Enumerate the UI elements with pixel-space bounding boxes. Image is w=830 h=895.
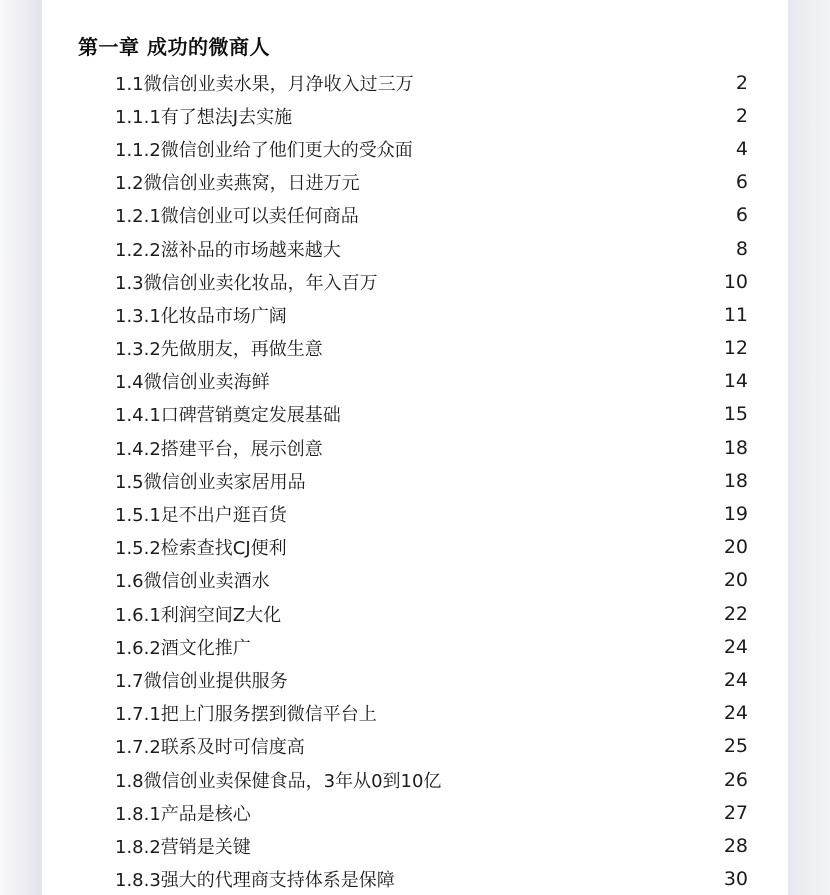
toc-entry-page: 18	[723, 436, 748, 459]
toc-entry-page: 26	[723, 768, 748, 791]
toc-entry-title: 1.4.1口碑营销奠定发展基础	[115, 405, 341, 427]
toc-entry[interactable]	[42, 763, 788, 796]
toc-entry-title: 1.5.1足不出户逛百货	[115, 505, 287, 527]
toc-entry-page: 24	[723, 702, 748, 725]
toc-entry-title: 1.5.2检索查找CJ便利	[115, 538, 287, 560]
toc-entry[interactable]	[42, 166, 788, 199]
toc-entry-title: 1.6微信创业卖酒水	[115, 571, 270, 593]
toc-entry-title: 1.7.2联系及时可信度高	[115, 737, 305, 759]
toc-entry-page: 30	[723, 868, 748, 891]
chapter-title: 第一章 成功的微商人	[78, 35, 270, 59]
toc-entry[interactable]	[42, 730, 788, 763]
toc-entry-title: 1.2微信创业卖燕窝，日进万元	[115, 173, 360, 195]
toc-entry[interactable]	[42, 298, 788, 331]
toc-entry-title: 1.1.2微信创业给了他们更大的受众面	[115, 139, 413, 161]
toc-entry[interactable]	[42, 829, 788, 862]
toc-entry-title: 1.5微信创业卖家居用品	[115, 471, 306, 493]
toc-entry-title: 1.6.1利润空间Z大化	[115, 604, 282, 626]
toc-list	[42, 66, 788, 895]
toc-entry-page: 12	[723, 337, 748, 360]
toc-entry-page: 24	[723, 668, 748, 691]
toc-entry-title: 1.7.1把上门服务摆到微信平台上	[115, 704, 377, 726]
toc-entry[interactable]	[42, 398, 788, 431]
toc-entry-title: 1.7微信创业提供服务	[115, 670, 288, 692]
toc-entry[interactable]	[42, 332, 788, 365]
toc-entry-title: 1.6.2酒文化推广	[115, 637, 251, 659]
toc-entry-page: 6	[735, 171, 748, 194]
toc-entry-page: 8	[735, 237, 748, 260]
toc-entry[interactable]	[42, 796, 788, 829]
toc-entry[interactable]	[42, 99, 788, 132]
toc-entry[interactable]	[42, 232, 788, 265]
toc-entry-page: 24	[723, 635, 748, 658]
toc-entry-page: 20	[723, 536, 748, 559]
toc-entry-page: 6	[735, 204, 748, 227]
toc-entry[interactable]	[42, 564, 788, 597]
toc-entry[interactable]	[42, 365, 788, 398]
toc-entry-title: 1.3.2先做朋友，再做生意	[115, 339, 323, 361]
toc-entry-title: 1.2.2滋补品的市场越来越大	[115, 239, 341, 261]
toc-entry-title: 1.3.1化妆品市场广阔	[115, 305, 287, 327]
toc-entry-title: 1.8.1产品是核心	[115, 803, 251, 825]
toc-entry-page: 18	[723, 469, 748, 492]
page-content	[42, 0, 788, 895]
toc-entry[interactable]	[42, 663, 788, 696]
toc-entry-page: 22	[723, 602, 748, 625]
toc-entry[interactable]	[42, 597, 788, 630]
page-right-margin-strip	[788, 0, 830, 895]
toc-entry[interactable]	[42, 697, 788, 730]
toc-entry[interactable]	[42, 431, 788, 464]
toc-entry-title: 1.4.2搭建平台，展示创意	[115, 438, 323, 460]
toc-entry[interactable]	[42, 863, 788, 895]
toc-entry-page: 10	[723, 270, 748, 293]
toc-entry-page: 25	[723, 735, 748, 758]
toc-entry-page: 4	[735, 137, 748, 160]
toc-entry-page: 28	[723, 834, 748, 857]
toc-entry-title: 1.1微信创业卖水果，月净收入过三万	[115, 73, 414, 95]
toc-entry-page: 19	[723, 503, 748, 526]
toc-entry-page: 15	[723, 403, 748, 426]
toc-entry-page: 11	[723, 303, 748, 326]
toc-entry-title: 1.2.1微信创业可以卖任何商品	[115, 206, 359, 228]
toc-entry[interactable]	[42, 132, 788, 165]
toc-entry[interactable]	[42, 531, 788, 564]
toc-entry[interactable]	[42, 66, 788, 99]
toc-entry[interactable]	[42, 497, 788, 530]
toc-entry[interactable]	[42, 265, 788, 298]
toc-entry-title: 1.8.2营销是关键	[115, 836, 251, 858]
toc-entry-page: 14	[723, 370, 748, 393]
toc-entry-title: 1.3微信创业卖化妆品，年入百万	[115, 272, 378, 294]
toc-entry-page: 20	[723, 569, 748, 592]
toc-entry-title: 1.4微信创业卖海鲜	[115, 372, 270, 394]
toc-entry-page: 2	[735, 104, 748, 127]
page-left-margin-strip	[0, 0, 42, 895]
toc-entry-page: 27	[723, 801, 748, 824]
toc-entry[interactable]	[42, 630, 788, 663]
toc-entry-title: 1.1.1有了想法J去实施	[115, 106, 293, 128]
toc-entry[interactable]	[42, 199, 788, 232]
toc-entry-title: 1.8微信创业卖保健食品，3年从0到10亿	[115, 770, 442, 792]
toc-entry-page: 2	[735, 71, 748, 94]
toc-entry[interactable]	[42, 464, 788, 497]
toc-entry-title: 1.8.3强大的代理商支持体系是保障	[115, 870, 395, 892]
